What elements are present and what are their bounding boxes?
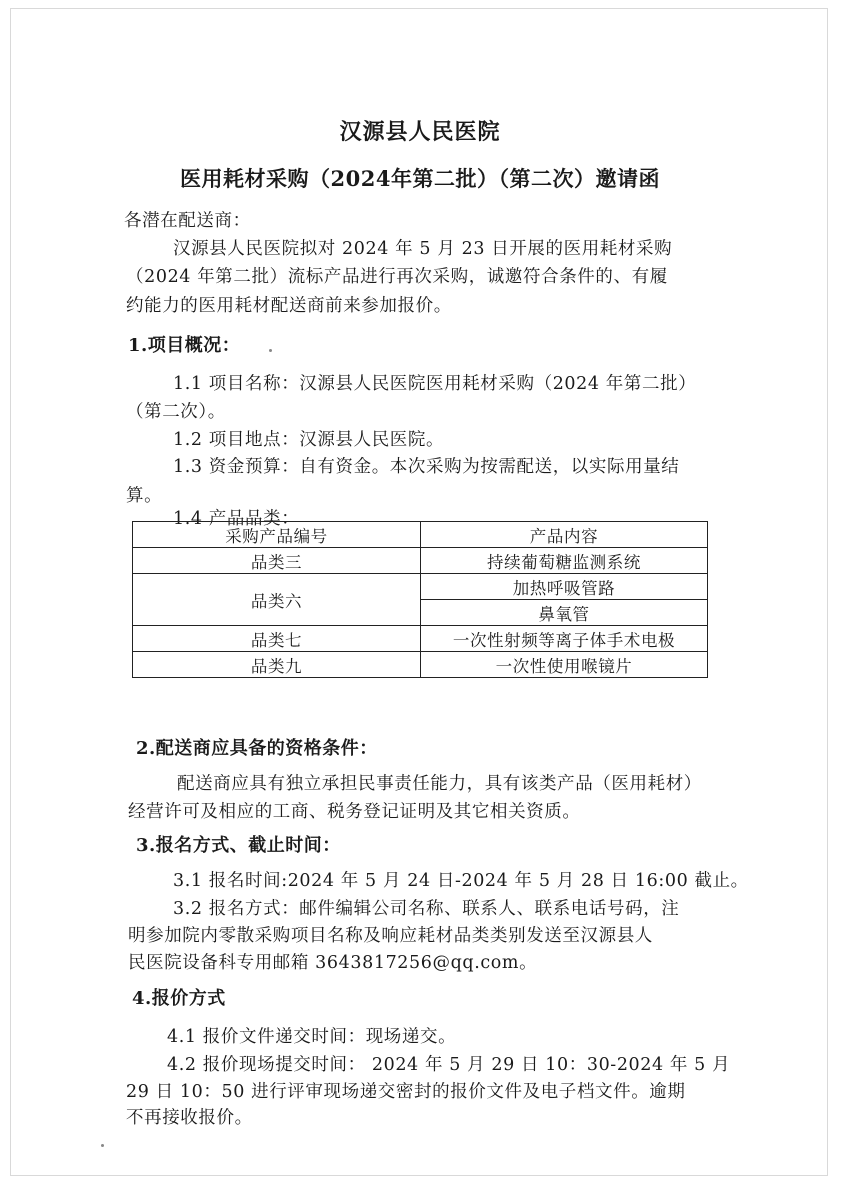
product-category-table xyxy=(132,521,708,678)
intro-line-2: （2024 年第二批）流标产品进行再次采购，诚邀符合条件的、有履 xyxy=(126,267,668,287)
table-cell-item: 鼻氧管 xyxy=(421,600,708,626)
table-cell-category: 品类九 xyxy=(133,652,421,678)
intro-line-1: 汉源县人民医院拟对 2024 年 5 月 23 日开展的医用耗材采购 xyxy=(173,239,673,259)
item-3-2-line-1: 3.2 报名方式：邮件编辑公司名称、联系人、联系电话号码，注 xyxy=(173,899,680,919)
table-header-content: 产品内容 xyxy=(421,522,708,548)
section-3-heading: 3.报名方式、截止时间： xyxy=(136,835,341,856)
table-cell-item: 一次性使用喉镜片 xyxy=(421,652,708,678)
table-row xyxy=(133,652,708,678)
table-cell-category: 品类六 xyxy=(133,574,421,626)
section-4-heading: 4.报价方式 xyxy=(132,988,226,1009)
table-cell-item: 持续葡萄糖监测系统 xyxy=(421,548,708,574)
item-4-2-line-3: 不再接收报价。 xyxy=(126,1108,253,1128)
scan-speck xyxy=(269,349,272,352)
item-1-1-line-1: 1.1 项目名称：汉源县人民医院医用耗材采购（2024 年第二批） xyxy=(173,374,697,394)
table-cell-category: 品类三 xyxy=(133,548,421,574)
section-1-heading: 1.项目概况： xyxy=(128,335,241,356)
item-1-1-line-2: （第二次）。 xyxy=(126,402,226,422)
item-3-1: 3.1 报名时间:2024 年 5 月 24 日-2024 年 5 月 28 日 16:00 截止。 xyxy=(173,871,749,891)
table-row xyxy=(133,626,708,652)
intro-line-3: 约能力的医用耗材配送商前来参加报价。 xyxy=(126,296,452,316)
document-subtitle: 医用耗材采购（2024年第二批）（第二次）邀请函 xyxy=(180,166,660,191)
section-2-heading: 2.配送商应具备的资格条件： xyxy=(136,738,378,759)
item-3-2-line-3: 民医院设备科专用邮箱 3643817256@qq.com。 xyxy=(128,953,538,973)
item-4-2-line-1: 4.2 报价现场提交时间： 2024 年 5 月 29 日 10：30-2024 年 5 月 xyxy=(167,1055,731,1075)
table-cell-item: 一次性射频等离子体手术电极 xyxy=(421,626,708,652)
item-1-3-line-2: 算。 xyxy=(126,486,163,506)
salutation: 各潜在配送商： xyxy=(124,211,251,231)
scan-speck xyxy=(101,1144,104,1147)
table-row xyxy=(133,574,708,600)
item-1-3-line-1: 1.3 资金预算：自有资金。本次采购为按需配送，以实际用量结 xyxy=(173,457,680,477)
document-page xyxy=(10,8,828,1176)
item-1-4: 1.4 产品品类： xyxy=(173,509,300,529)
document-title: 汉源县人民医院 xyxy=(339,119,501,145)
item-4-1: 4.1 报价文件递交时间：现场递交。 xyxy=(167,1027,457,1047)
item-3-2-line-2: 明参加院内零散采购项目名称及响应耗材品类类别发送至汉源县人 xyxy=(128,926,653,946)
item-4-2-line-2: 29 日 10：50 进行评审现场递交密封的报价文件及电子档文件。逾期 xyxy=(126,1082,686,1102)
item-1-2: 1.2 项目地点：汉源县人民医院。 xyxy=(173,430,445,450)
table-header-code: 采购产品编号 xyxy=(133,522,421,548)
table-cell-category: 品类七 xyxy=(133,626,421,652)
table-cell-item: 加热呼吸管路 xyxy=(421,574,708,600)
section-2-line-1: 配送商应具有独立承担民事责任能力，具有该类产品（医用耗材） xyxy=(177,774,702,794)
section-2-line-2: 经营许可及相应的工商、税务登记证明及其它相关资质。 xyxy=(128,802,581,822)
table-row xyxy=(133,548,708,574)
table-header-row xyxy=(133,522,708,548)
